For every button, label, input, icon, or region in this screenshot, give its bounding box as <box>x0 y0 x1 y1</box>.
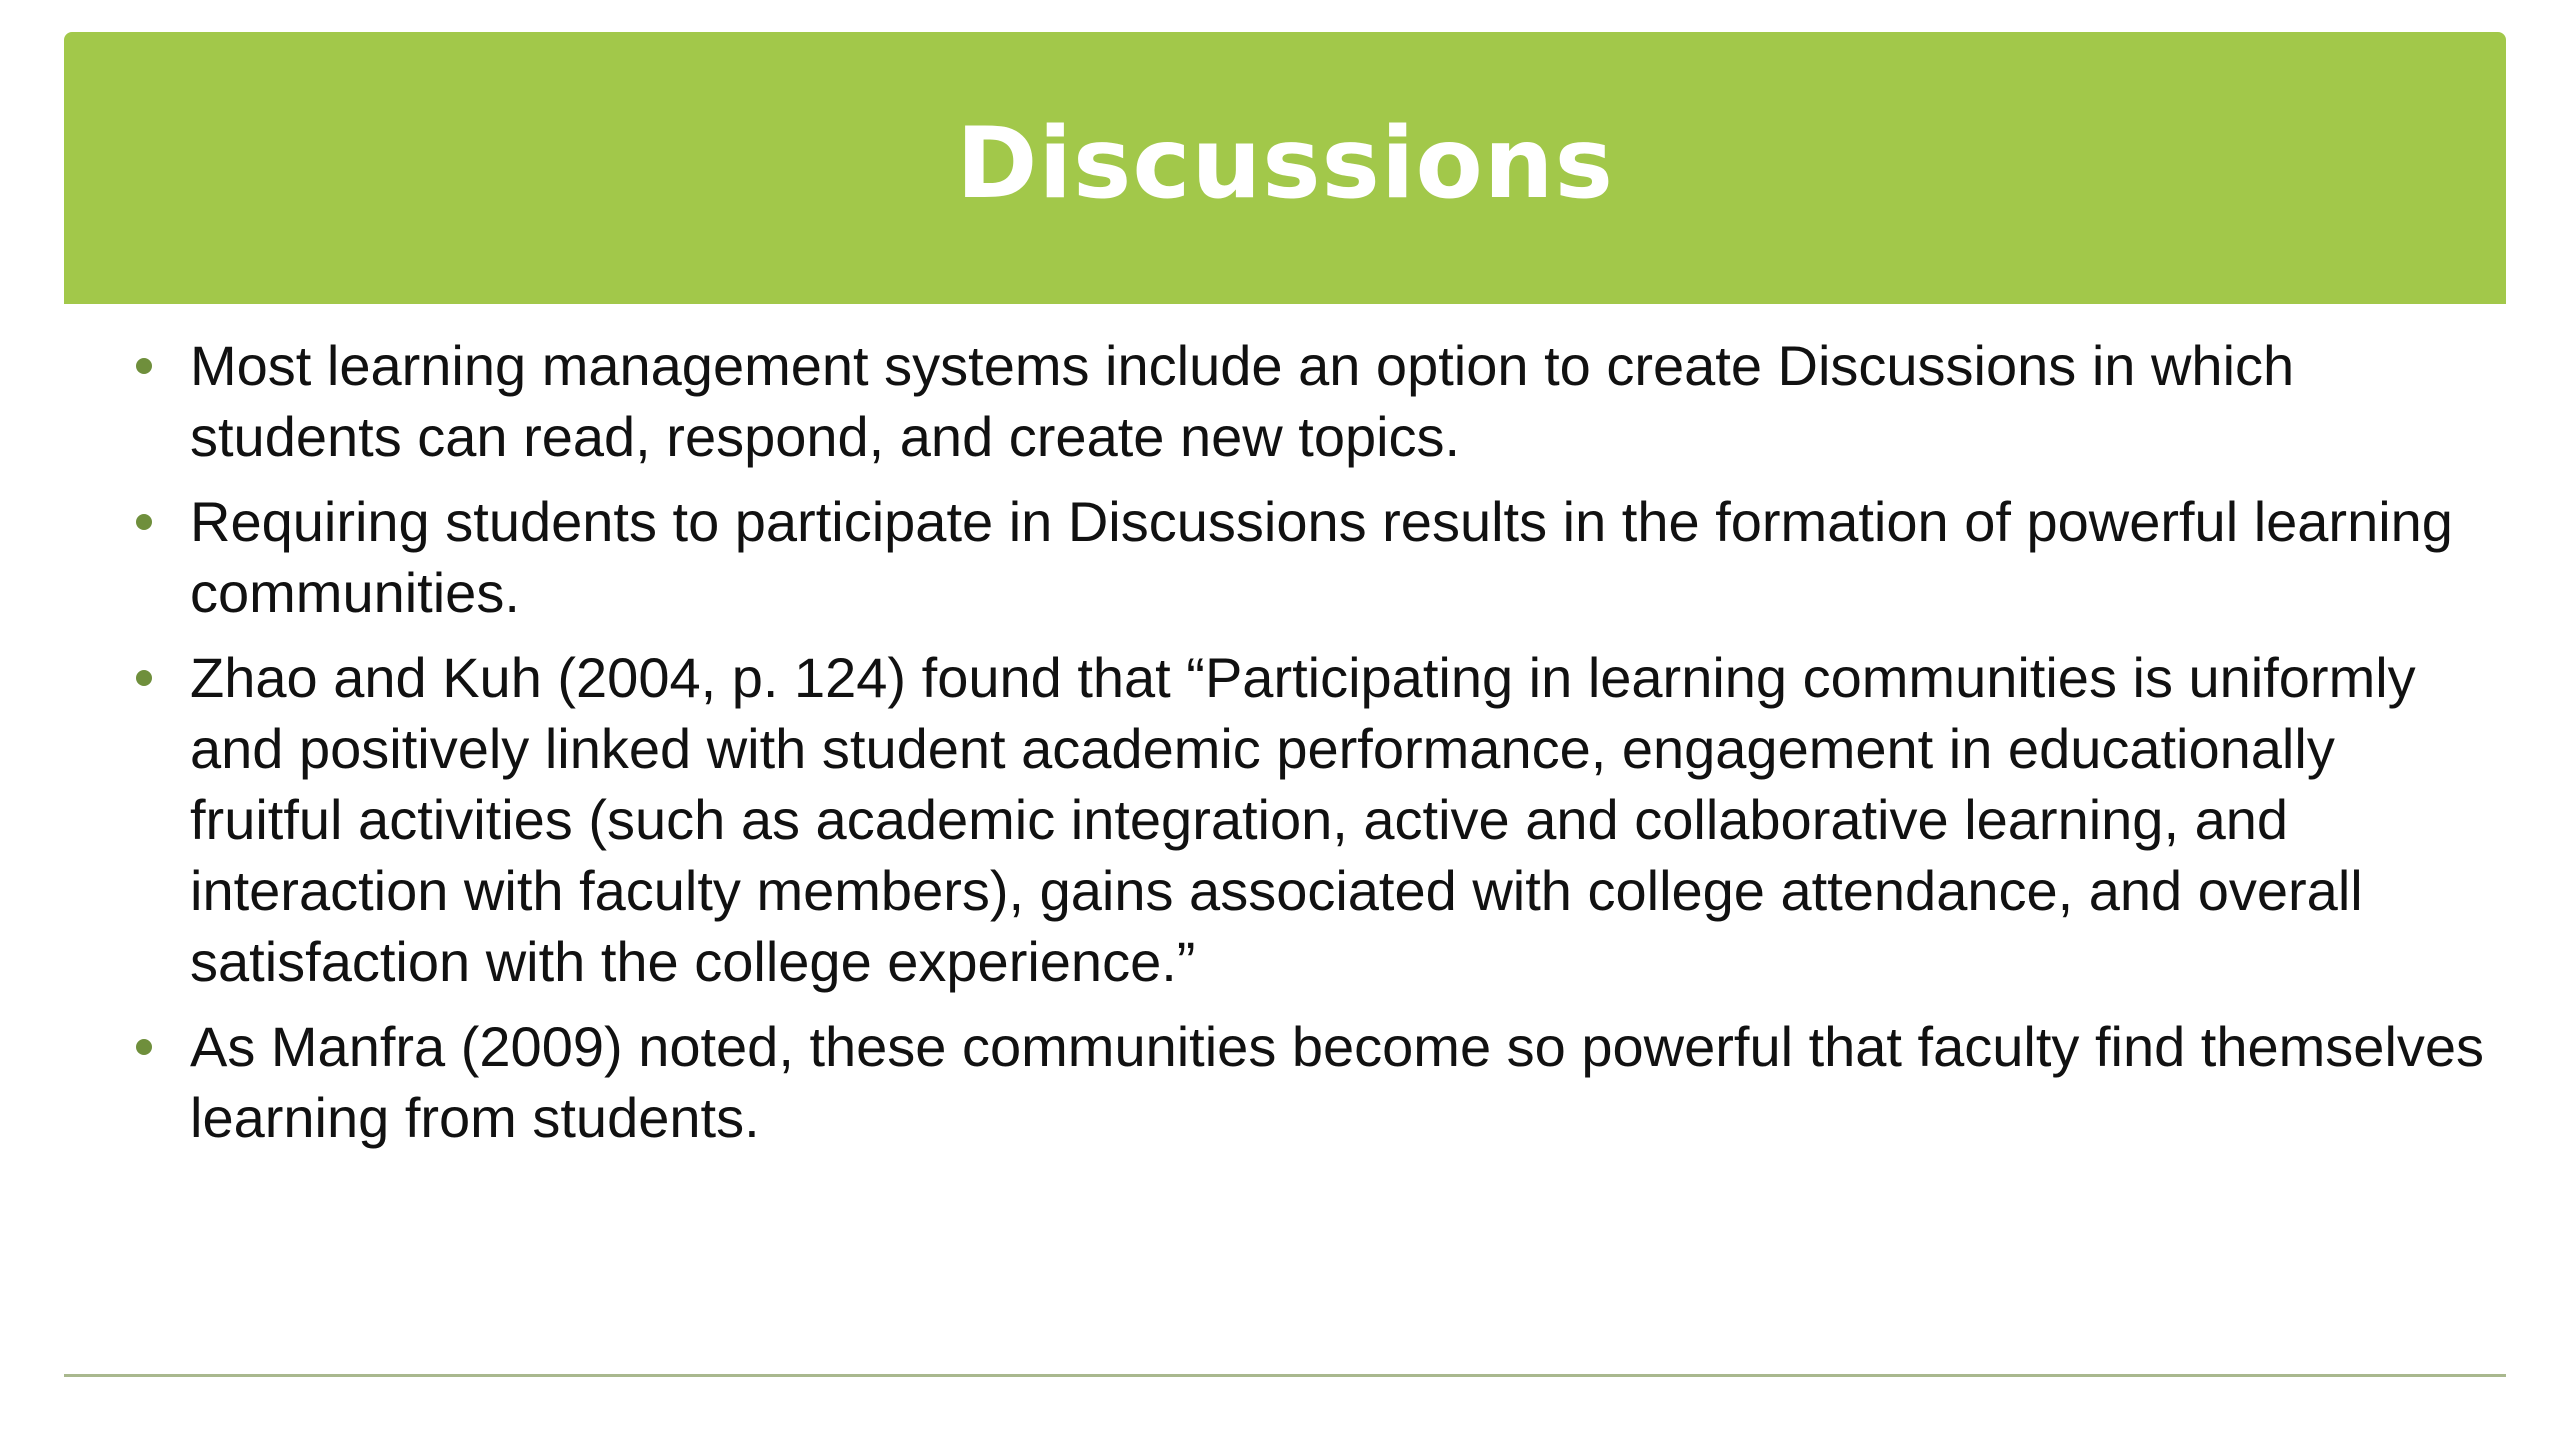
bullet-list <box>130 330 2500 1167</box>
bullet-icon <box>136 670 152 686</box>
bullet-icon <box>136 514 152 530</box>
slide-title: Discussions <box>956 107 1614 221</box>
bullet-item <box>130 642 2500 997</box>
title-bar <box>64 32 2506 304</box>
bullet-item <box>130 330 2500 472</box>
bullet-icon <box>136 1039 152 1055</box>
bullet-icon <box>136 358 152 374</box>
bullet-text: Requiring students to participate in Discussions results in the formation of powerful learning communities. <box>190 490 2453 624</box>
bullet-item <box>130 1011 2500 1153</box>
bullet-text: As Manfra (2009) noted, these communities become so powerful that faculty find themselves learning from students. <box>190 1015 2485 1149</box>
bullet-text: Zhao and Kuh (2004, p. 124) found that “Participating in learning communities is uniformly and positively linked with student academic performance, engagement in educationally fruitful activities (such as academic integration, active and collaborative learning, and interaction with faculty members), gains associated with college attendance, and overall satisfaction with the college experience.” <box>190 646 2416 993</box>
footer-divider <box>64 1374 2506 1377</box>
bullet-item <box>130 486 2500 628</box>
bullet-text: Most learning management systems include an option to create Discussions in which students can read, respond, and create new topics. <box>190 334 2295 468</box>
